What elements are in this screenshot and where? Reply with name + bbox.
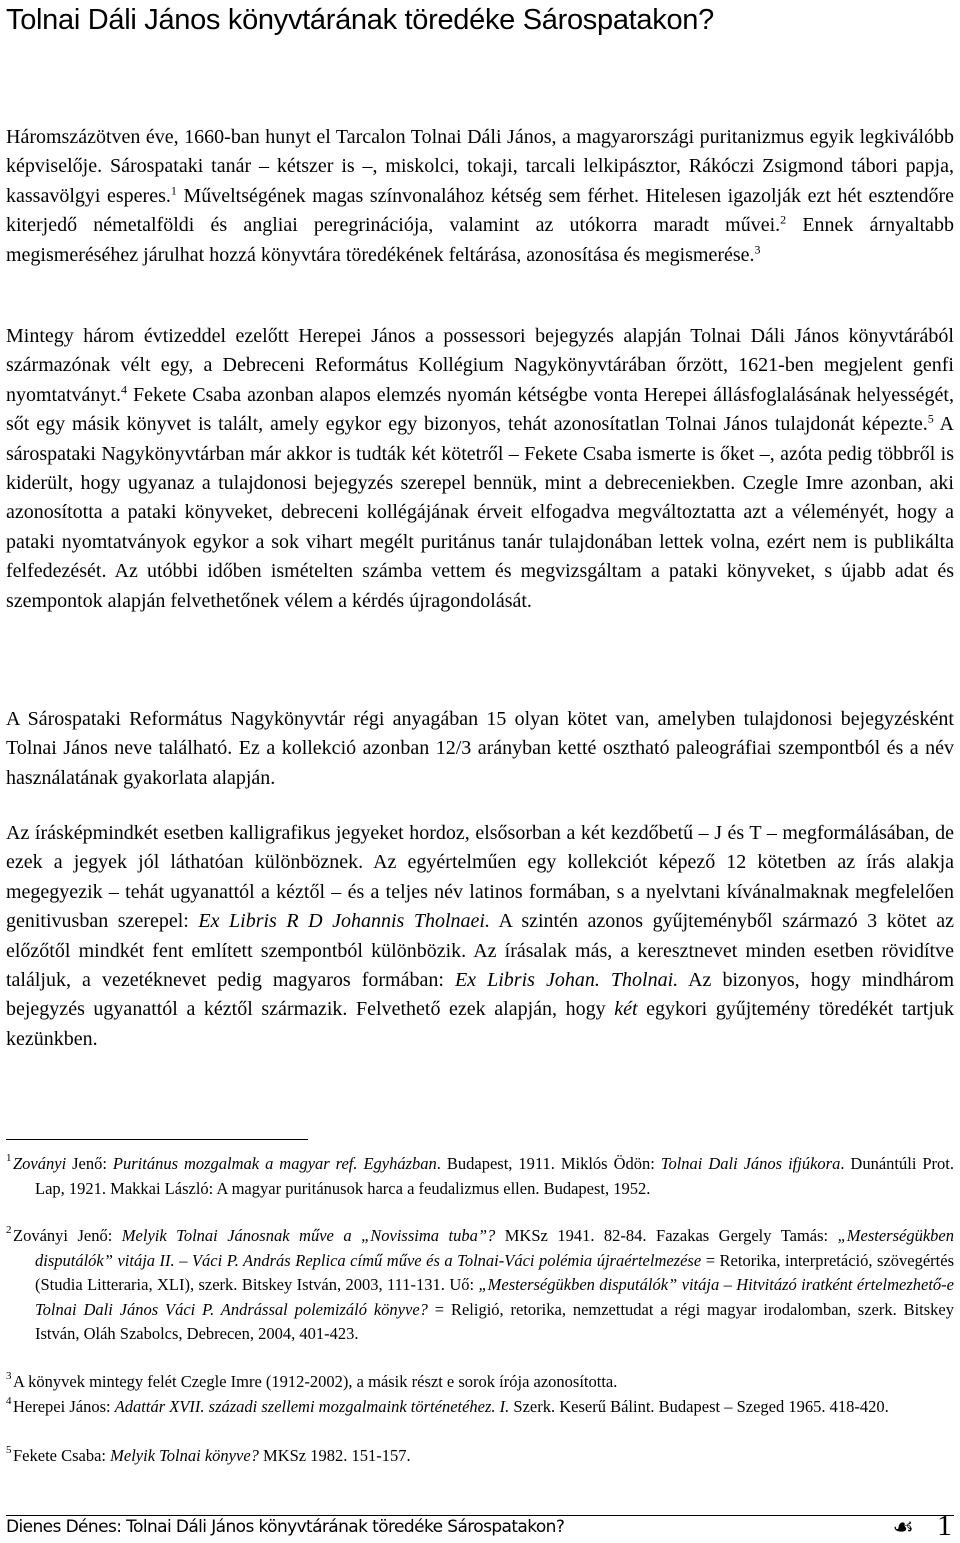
footnote-text [6, 1395, 954, 1420]
footnote-plain-text: Szerk. Keserű Bálint. Budapest – Szeged 1965. 418-420. [509, 1397, 889, 1416]
paragraph-1 [6, 123, 954, 270]
paragraph-3: A Sárospataki Református Nagykönyvtár régi anyagában 15 olyan kötet van, amelyben tulajdonosi bejegyzésként Tolnai János neve található. Ez a kollekció azonban 12/3 arányban ketté osztható paleográfiai szempontból és a név használatának gyakorlata alapján. [6, 708, 954, 789]
paragraph-4 [6, 819, 954, 1054]
footnote-ref-3[interactable]: 3 [754, 241, 761, 256]
paragraph-4-italic-2: Ex Libris Johan. Tholnai. [454, 969, 679, 992]
footnote [6, 1395, 954, 1420]
footnote-number: 5 [6, 1444, 12, 1456]
footnote-plain-text: MKSz 1941. 82-84. Fazakas Gergely Tamás: [495, 1226, 838, 1245]
footnote-plain-text: = Religió, retorika, nemzettudat a régi magyar irodalomban, szerk. Bitskey István, Oláh Szabolcs, Debrecen, 2004, 401-423. [35, 1299, 955, 1343]
paragraph-1-text-b: Műveltségének magas színvonalához kétség sem férhet. Hitelesen igazolják ezt hét esztendőre kiterjedő németalföldi és angliai peregrinációja, valamint az utókorra maradt művei. [6, 184, 954, 237]
footnote-italic-text: „Mesterségükben disputálók” vitája – Hitvitázó iratként értelmezhető-e Tolnai Dali János Váci P. Andrással polemizáló könyve? [35, 1275, 955, 1319]
footnote-ref-2[interactable]: 2 [780, 212, 787, 227]
page-number: 1 [937, 1509, 952, 1542]
paragraph-2-text-c: A sárospataki Nagykönyvtárban már akkor is tudták két kötetről – Fekete Csaba ismerte is őket –, azóta pedig többről is kiderült, hogy ugyanaz a tulajdonosi bejegyzés szerepel bennük, mint a debreceniekben. Czegle Imre azonban, aki azonosította a pataki könyveket, debreceni kollégájának érveit elfogadva megváltoztatta azt a véleményét, hogy a pataki nyomtatványok egykor a sok vihart megélt puritánus tanár tulajdonában lettek volna, ezért nem is publikálta felfedezését. Az utóbbi időben ismételten számba vettem és megvizsgáltam a pataki könyveket, s újabb adat és szempontok alapján felvethetőnek vélem a kérdés újragondolását. [6, 413, 954, 612]
footnote-ref-1[interactable]: 1 [170, 183, 177, 198]
footnote-plain-text: . Dunántúli Prot. Lap, 1921. Makkai László: A magyar puritánusok harca a feudalizmus ellen. Budapest, 1952. [35, 1154, 954, 1198]
paragraph-2-text-b: Fekete Csaba azonban alapos elemzés nyomán kétségbe vonta Herepei állásfoglalásának helyességét, sőt egy másik könyvet is talált, amely egykor egy bizonyos, tehát azonosítatlan Tolnai János tulajdonát képezte. [6, 383, 954, 436]
paragraph-2 [6, 322, 954, 616]
footer-text: Dienes Dénes: Tolnai Dáli János könyvtárának töredéke Sárospatakon? [6, 1517, 565, 1537]
footnote-italic-text: Melyik Tolnai Jánosnak műve a „Novissima tuba”? [121, 1226, 496, 1245]
footnote-plain-text: A könyvek mintegy felét Czegle Imre (1912-2002), a másik részt e sorok írója azonosította. [13, 1372, 618, 1391]
paragraph-4-text-c: Az bizonyos, hogy mindhárom bejegyzés ugyanattól a kéztől származik. Felvethető ezek alapján, hogy [6, 969, 955, 1021]
footnote-text [6, 1370, 954, 1395]
paragraph-4-italic-1: Ex Libris R D Johannis Tholnaei. [198, 910, 490, 933]
paragraph-4-italic-3: két [614, 998, 638, 1021]
footnote [6, 1224, 954, 1347]
footnote-italic-text: „Mesterségükben disputálók” vitája II. – Váci P. András Replica című műve és a Tolnai-Váci polémia újraértelmezése [35, 1226, 954, 1270]
footnote-number: 4 [6, 1395, 12, 1407]
footnote-plain-text: MKSz 1982. 151-157. [258, 1446, 411, 1465]
footnote-number: 2 [6, 1224, 12, 1236]
paragraph-4-text-d: egykori gyűjtemény töredékét tartjuk kezünkben. [6, 998, 954, 1050]
paragraph-1-text-c: Ennek árnyaltabb megismeréséhez járulhat hozzá könyvtára töredékének feltárása, azonosítása és megismerése. [6, 214, 955, 266]
footnote-italic-text: Zoványi [13, 1154, 73, 1173]
paragraph-4-text-b: A szintén azonos gyűjteményből származó 3 kötet az előzőtől mindkét fent említett szempontból különbözik. Az írásalak más, a keresztnevet minden esetben rövidítve találjuk, a vezetéknevet pedig magyaros formában: [6, 910, 955, 992]
page-footer [6, 1509, 954, 1542]
footnote-italic-text: Adattár XVII. századi szellemi mozgalmaink történetéhez. I. [114, 1397, 510, 1416]
page-title: Tolnai Dáli János könyvtárának töredéke Sárospatakon? [6, 4, 714, 36]
paragraph-1-text-a: Háromszázötven éve, 1660-ban hunyt el Tarcalon Tolnai Dáli János, a magyarországi puritanizmus egyik legkiválóbb képviselője. Sárospataki tanár – kétszer is –, miskolci, tokaji, tarcali lelkipásztor, Rákóczi Zsigmond tábori papja, kassavölgyi esperes. [6, 126, 954, 207]
footnote-number: 3 [6, 1370, 12, 1382]
paragraph-2-text-a: Mintegy három évtizeddel ezelőtt Herepei János a possessori bejegyzés alapján Tolnai Dáli János könyvtárából származónak vélt egy, a Debreceni Református Kollégium Nagykönyvtárában őrzött, 1621-ben megjelent genfi nyomtatványt. [6, 325, 954, 406]
footnote-separator [6, 1139, 308, 1140]
footnote-italic-text: Tolnai Dali János ifjúkora [660, 1154, 841, 1173]
footnote-text [6, 1444, 954, 1469]
footnote-italic-text: Melyik Tolnai könyve? [110, 1446, 259, 1465]
footnote-text [6, 1152, 954, 1201]
footnote [6, 1444, 954, 1469]
footnote-plain-text: = Retorika, interpretáció, szövegértés (Studia Litteraria, XLI), szerk. Bitskey István, 2003, 111-131. Uő: [35, 1250, 954, 1294]
footnote-number: 1 [6, 1152, 12, 1164]
paragraph-4-text-a: Az írásképmindkét esetben kalligrafikus jegyeket hordoz, elsősorban a két kezdőbetű – J és T – megformálásában, de ezek a jegyek jól láthatóan különböznek. Az egyértelműen egy kollekciót képező 12 kötetben az írás alakja megegyezik – tehát ugyanattól a kéztől – és a teljes név latinos formában, s a nyelvtani kívánalmaknak megfelelően genitivusban szerepel: [6, 822, 954, 933]
footnote-ref-4[interactable]: 4 [120, 382, 127, 397]
fleuron-icon: ☙ [892, 1513, 914, 1541]
footnote [6, 1370, 954, 1395]
footnote-italic-text: Puritánus mozgalmak a magyar ref. Egyházban [112, 1154, 437, 1173]
footnote-plain-text: Herepei János: [13, 1397, 115, 1416]
footnote-plain-text: Jenő: [72, 1154, 113, 1173]
footnote-plain-text: Zoványi Jenő: [13, 1226, 122, 1245]
footnote-plain-text: Fekete Csaba: [13, 1446, 111, 1465]
footnote-ref-5[interactable]: 5 [927, 411, 934, 426]
footnote [6, 1152, 954, 1201]
footnote-plain-text: . Budapest, 1911. Miklós Ödön: [436, 1154, 661, 1173]
footnote-text [6, 1224, 954, 1347]
